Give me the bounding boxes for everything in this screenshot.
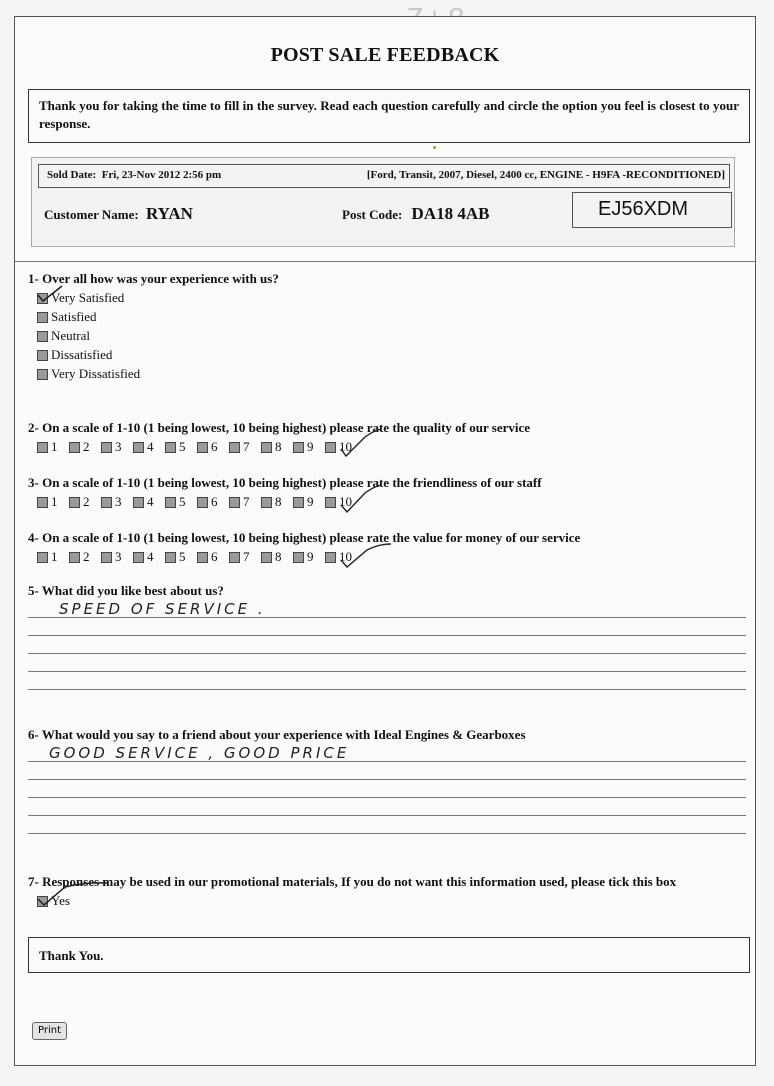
q5-answer[interactable]: SPEED OF SERVICE .: [59, 600, 266, 618]
q3-question: 3- On a scale of 1-10 (1 being lowest, 10 being highest) please rate the friendliness of our staff: [28, 475, 542, 490]
scale-label: 6: [211, 494, 218, 509]
checkbox-icon[interactable]: [229, 442, 240, 453]
scale-label: 10: [339, 549, 352, 564]
checkbox-icon[interactable]: [37, 442, 48, 453]
option-label: Satisfied: [51, 309, 97, 324]
scale-option[interactable]: [69, 549, 101, 565]
scale-option[interactable]: [165, 549, 197, 565]
sold-date: [47, 169, 221, 181]
q4-question: 4- On a scale of 1-10 (1 being lowest, 10 being highest) please rate the value for money of our service: [28, 530, 581, 545]
scale-option[interactable]: [101, 494, 133, 510]
divider: [15, 261, 755, 262]
checkbox-icon[interactable]: [37, 312, 48, 323]
scale-label: 9: [307, 439, 314, 454]
scale-label: 10: [339, 439, 352, 454]
checkbox-icon[interactable]: [69, 497, 80, 508]
scale-label: 9: [307, 549, 314, 564]
ink-dot: [433, 146, 436, 149]
checkbox-icon[interactable]: [133, 442, 144, 453]
customer-value: RYAN: [145, 204, 193, 223]
scale-option[interactable]: [261, 494, 293, 510]
scale-option[interactable]: [261, 439, 293, 455]
q6-answer-lines: [28, 761, 746, 851]
customer-label: Customer Name:: [44, 207, 139, 222]
option-label: Dissatisfied: [51, 347, 113, 362]
checkbox-icon[interactable]: [133, 497, 144, 508]
checkbox-icon[interactable]: [261, 442, 272, 453]
scale-option[interactable]: [197, 439, 229, 455]
scale-option[interactable]: [133, 549, 165, 565]
handwritten-tick-icon: [325, 423, 385, 461]
checkbox-icon[interactable]: [293, 442, 304, 453]
q5-answer-lines: [28, 617, 746, 707]
scale-label: 3: [115, 549, 122, 564]
thank-you-box: Thank You.: [28, 937, 750, 973]
option-label: Yes: [51, 893, 70, 908]
checkbox-icon[interactable]: [101, 497, 112, 508]
q6-question: 6- What would you say to a friend about your experience with Ideal Engines & Gearboxes: [28, 727, 526, 742]
q1-option-very-dissatisfied[interactable]: [37, 366, 140, 382]
scale-option[interactable]: [165, 494, 197, 510]
print-button[interactable]: Print: [32, 1022, 67, 1040]
scale-label: 8: [275, 494, 282, 509]
scale-option[interactable]: [101, 549, 133, 565]
q7-question: 7- Responses may be used in our promotional materials, If you do not want this information used, please tick this box: [28, 874, 677, 889]
q1-question: 1- Over all how was your experience with us?: [28, 271, 279, 286]
checkbox-icon[interactable]: [37, 552, 48, 563]
scale-option[interactable]: [133, 439, 165, 455]
scale-label: 7: [243, 494, 250, 509]
scale-label: 2: [83, 549, 90, 564]
q3-scale: [37, 494, 365, 510]
scale-label: 4: [147, 494, 154, 509]
feedback-form: [14, 16, 756, 1066]
scale-label: 10: [339, 494, 352, 509]
option-label: Very Satisfied: [51, 290, 125, 305]
page-title: POST SALE FEEDBACK: [270, 44, 500, 66]
scale-label: 6: [211, 549, 218, 564]
checkbox-icon[interactable]: [261, 552, 272, 563]
scale-option[interactable]: [293, 549, 325, 565]
checkbox-icon[interactable]: [293, 552, 304, 563]
handwritten-tick-icon: [325, 477, 385, 517]
checkbox-icon[interactable]: [197, 442, 208, 453]
scale-option[interactable]: [133, 494, 165, 510]
handwritten-tick-icon: [35, 877, 115, 907]
q4-scale: [37, 549, 365, 565]
scale-label: 9: [307, 494, 314, 509]
scale-option[interactable]: [229, 494, 261, 510]
checkbox-icon[interactable]: [101, 442, 112, 453]
scale-option[interactable]: [229, 439, 261, 455]
option-label: Very Dissatisfied: [51, 366, 141, 381]
checkbox-icon[interactable]: [133, 552, 144, 563]
scale-option[interactable]: [69, 494, 101, 510]
checkbox-icon[interactable]: [37, 497, 48, 508]
registration-box: EJ56XDM: [572, 192, 732, 228]
scale-option[interactable]: [37, 494, 69, 510]
scale-label: 4: [147, 439, 154, 454]
vehicle-details: [Ford, Transit, 2007, Diesel, 2400 cc, ENGINE - H9FA -RECONDITIONED]: [366, 169, 725, 181]
sold-date-value: Fri, 23-Nov 2012 2:56 pm: [101, 169, 222, 181]
scale-label: 1: [51, 494, 58, 509]
scale-label: 4: [147, 549, 154, 564]
checkbox-icon[interactable]: [69, 442, 80, 453]
post-code: [342, 204, 489, 224]
scale-label: 7: [243, 439, 250, 454]
scale-label: 6: [211, 439, 218, 454]
scale-label: 3: [115, 439, 122, 454]
scale-label: 8: [275, 549, 282, 564]
scale-option[interactable]: [197, 549, 229, 565]
q1-option-neutral[interactable]: [37, 328, 90, 344]
scale-label: 2: [83, 494, 90, 509]
scale-option[interactable]: [165, 439, 197, 455]
checkbox-icon[interactable]: [229, 497, 240, 508]
scale-label: 2: [83, 439, 90, 454]
scale-label: 5: [179, 549, 186, 564]
q2-question: 2- On a scale of 1-10 (1 being lowest, 10 being highest) please rate the quality of our service: [28, 420, 531, 435]
scale-label: 8: [275, 439, 282, 454]
checkbox-icon[interactable]: [165, 552, 176, 563]
checkbox-icon[interactable]: [261, 497, 272, 508]
handwritten-tick-icon: [325, 532, 395, 572]
scale-option[interactable]: [261, 549, 293, 565]
scale-option[interactable]: [37, 439, 69, 455]
scale-option[interactable]: [293, 439, 325, 455]
checkbox-icon[interactable]: [37, 350, 48, 361]
q2-scale: [37, 439, 365, 455]
sold-date-label: Sold Date:: [47, 169, 97, 181]
scale-label: 1: [51, 549, 58, 564]
handwritten-tick-icon: [35, 283, 65, 305]
q6-answer[interactable]: GOOD SERVICE , GOOD PRICE: [49, 744, 350, 762]
postcode-value: DA18 4AB: [411, 204, 490, 223]
scale-label: 1: [51, 439, 58, 454]
checkbox-icon[interactable]: [37, 331, 48, 342]
checkbox-icon[interactable]: [229, 552, 240, 563]
scale-option[interactable]: [293, 494, 325, 510]
scale-option[interactable]: [69, 439, 101, 455]
checkbox-icon[interactable]: [165, 442, 176, 453]
postcode-label: Post Code:: [342, 207, 403, 222]
checkbox-icon[interactable]: [165, 497, 176, 508]
q1-option-satisfied[interactable]: [37, 309, 97, 325]
scale-label: 5: [179, 494, 186, 509]
scale-option[interactable]: [229, 549, 261, 565]
q1-option-dissatisfied[interactable]: [37, 347, 112, 363]
customer-name: [44, 204, 193, 224]
option-label: Neutral: [51, 328, 90, 343]
scale-label: 5: [179, 439, 186, 454]
checkbox-icon[interactable]: [37, 369, 48, 380]
scale-option[interactable]: [101, 439, 133, 455]
checkbox-icon[interactable]: [101, 552, 112, 563]
q5-question: 5- What did you like best about us?: [28, 583, 224, 598]
sale-info-panel: [31, 157, 735, 247]
scale-option[interactable]: [37, 549, 69, 565]
scale-option[interactable]: [197, 494, 229, 510]
checkbox-icon[interactable]: [69, 552, 80, 563]
checkbox-icon[interactable]: [197, 552, 208, 563]
scale-label: 7: [243, 549, 250, 564]
scale-label: 3: [115, 494, 122, 509]
checkbox-icon[interactable]: [197, 497, 208, 508]
sold-row: [38, 164, 730, 188]
checkbox-icon[interactable]: [293, 497, 304, 508]
intro-box: Thank you for taking the time to fill in the survey. Read each question carefully and circle the option you feel is closest to your response.: [28, 89, 750, 143]
